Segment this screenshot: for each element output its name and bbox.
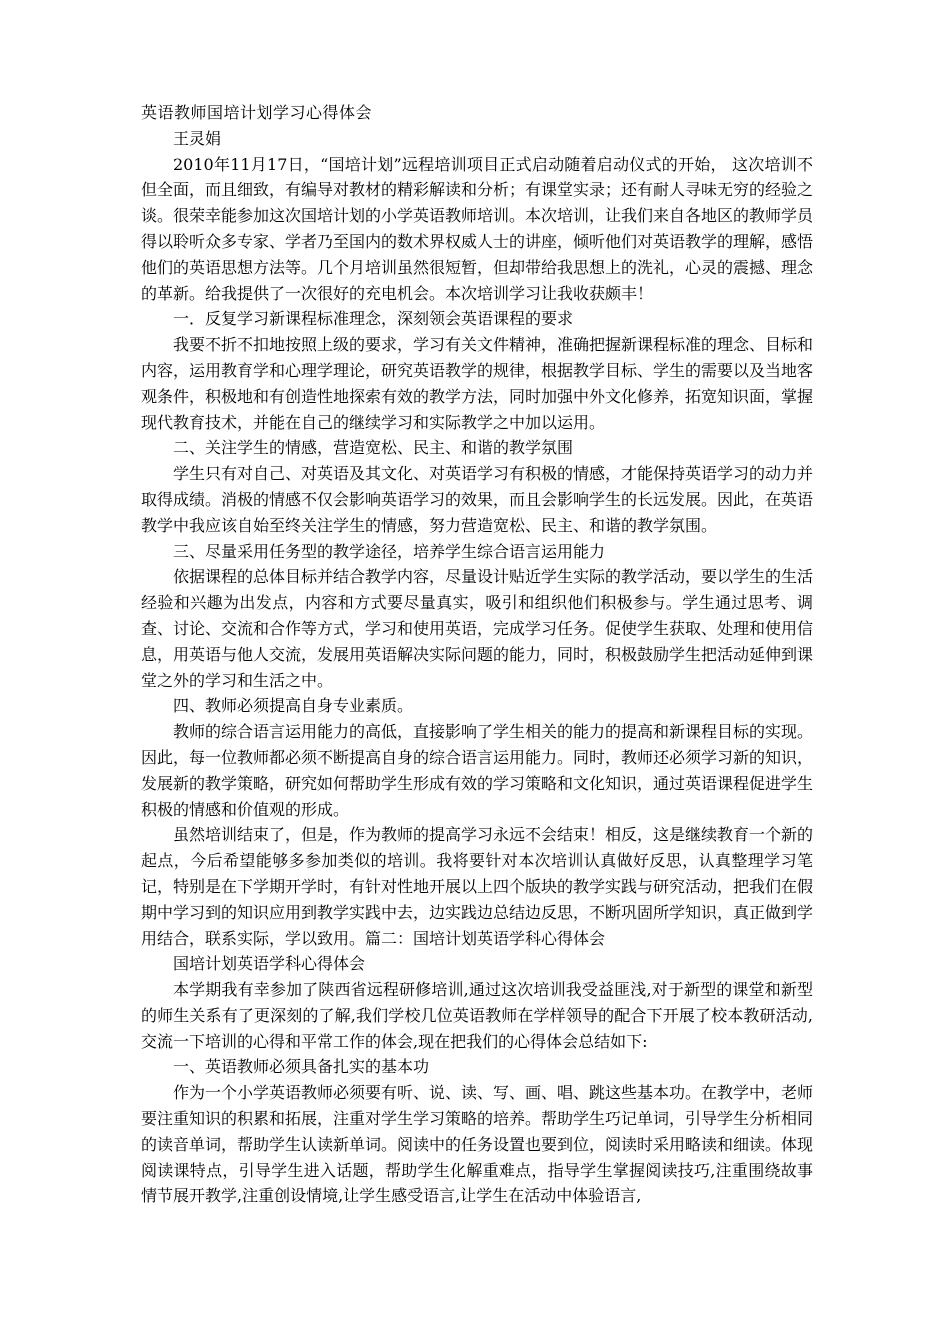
section-heading-1: 一．反复学习新课程标准理念，深刻领会英语课程的要求 [173, 309, 574, 329]
document-page [141, 100, 813, 1209]
article-two-heading: 国培计划英语学科心得体会 [173, 954, 366, 974]
paragraph-section-1: 我要不折不扣地按照上级的要求，学习有关文件精神，准确把握新课程标准的理念、目标和内容，运用教育学和心理学理论，研究英语教学的规律，根据教学目标、学生的需要以及当地客观条件，积极地和有创造性地探索有效的教学方法，同时加强中外文化修养，拓宽知识面，掌握现代教育技术，并能在自己的继续学习和实际教学之中加以运用。 [141, 335, 814, 432]
paragraph-intro: 2010年11月17日，“国培计划”远程培训项目正式启动随着启动仪式的开始， 这次培训不但全面，而且细致，有编导对教材的精彩解读和分析；有课堂实录；还有耐人寻味无穷的经验之谈。很荣幸能参加这次国培计划的小学英语教师培训。本次培训，让我们来自各地区的教师学员得以聆听众多专家、学者乃至国内的数术界权威人士的讲座，倾听他们对英语教学的理解，感悟他们的英语思想方法等。几个月培训虽然很短暂，但却带给我思想上的洗礼，心灵的震撼、理念的革新。给我提供了一次很好的充电机会。本次培训学习让我收获颇丰！ [141, 154, 814, 303]
paragraph-section-2: 学生只有对自己、对英语及其文化、对英语学习有积极的情感，才能保持英语学习的动力并取得成绩。消极的情感不仅会影响英语学习的效果，而且会影响学生的长远发展。因此，在英语教学中我应该自始至终关注学生的情感，努力营造宽松、民主、和谐的教学氛围。 [141, 464, 814, 535]
paragraph-article-two-section-1: 作为一个小学英语教师必须要有听、说、读、写、画、唱、跳这些基本功。在教学中，老师要注重知识的积累和拓展，注重对学生学习策略的培养。帮助学生巧记单词，引导学生分析相同的读音单词，帮助学生认读新单词。阅读中的任务设置也要到位，阅读时采用略读和细读。体现阅读课特点，引导学生进入话题，帮助学生化解重难点，指导学生掌握阅读技巧,注重围绕故事情节展开教学,注重创设情境,让学生感受语言,让学生在活动中体验语言, [141, 1083, 814, 1206]
document-title: 英语教师国培计划学习心得体会 [141, 103, 373, 122]
paragraph-section-3: 依据课程的总体目标并结合教学内容，尽量设计贴近学生实际的教学活动，要以学生的生活经验和兴趣为出发点，内容和方式要尽量真实，吸引和组织他们积极参与。学生通过思考、调查、讨论、交流和合作等方式，学习和使用英语，完成学习任务。促使学生获取、处理和使用信息，用英语与他人交流，发展用英语解决实际问题的能力，同时，积极鼓励学生把活动延伸到课堂之外的学习和生活之中。 [141, 567, 814, 690]
section-heading-2: 二、关注学生的情感，营造宽松、民主、和谐的教学氛围 [173, 438, 574, 458]
article-two-section-heading-1: 一、英语教师必须具备扎实的基本功 [173, 1057, 430, 1077]
paragraph-conclusion: 虽然培训结束了，但是，作为教师的提高学习永远不会结束！相反，这是继续教育一个新的起点，今后希望能够多参加类似的培训。我将要针对本次培训认真做好反思，认真整理学习笔记，特别是在下学期开学时，有针对性地开展以上四个版块的教学实践与研究活动，把我们在假期中学习到的知识应用到教学实践中去，边实践边总结边反思，不断巩固所学知识，真正做到学用结合，联系实际，学以致用。篇二：国培计划英语学科心得体会 [141, 825, 814, 948]
document-author: 王灵娟 [173, 128, 222, 148]
paragraph-section-4: 教师的综合语言运用能力的高低，直接影响了学生相关的能力的提高和新课程目标的实现。因此，每一位教师都必须不断提高自身的综合语言运用能力。同时，教师还必须学习新的知识，发展新的教学策略，研究如何帮助学生形成有效的学习策略和文化知识，通过英语课程促进学生积极的情感和价值观的形成。 [141, 722, 814, 819]
section-heading-4: 四、教师必须提高自身专业素质。 [173, 696, 414, 716]
section-heading-3: 三、尽量采用任务型的教学途径，培养学生综合语言运用能力 [173, 541, 606, 561]
paragraph-article-two-intro: 本学期我有幸参加了陕西省远程研修培训,通过这次培训我受益匪浅,对于新型的课堂和新型的师生关系有了更深刻的了解,我们学校几位英语教师在学样领导的配合下开展了校本教研活动,交流一下培训的心得和平常工作的体会,现在把我们的心得体会总结如下: [141, 980, 813, 1051]
